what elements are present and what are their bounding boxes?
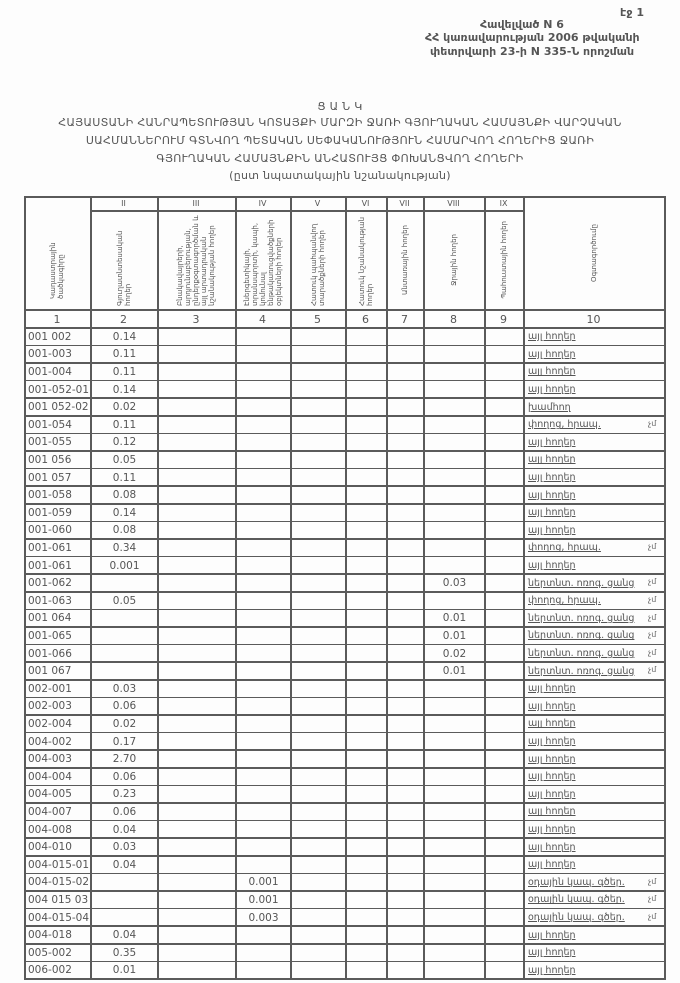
column-header [290, 212, 345, 307]
agricultural-land-value: 0.14 [112, 383, 137, 396]
land-use: ներտնտ. ոռոգ. ցանց [528, 648, 635, 660]
energy-transport-land-value [237, 504, 290, 522]
land-use: այլ հողեր [528, 788, 576, 800]
energy-transport-land-value [237, 926, 290, 944]
cadastral-code: 002-001 [28, 682, 72, 695]
cadastral-code: 004-005 [28, 788, 72, 801]
agricultural-land-value [92, 662, 157, 680]
table-row [24, 838, 664, 856]
table-row [24, 698, 664, 716]
margin-note: չմ [648, 894, 657, 904]
table-row [24, 416, 664, 434]
water-land-value [425, 486, 484, 504]
margin-note: չմ [648, 911, 657, 921]
water-land-value: 0.01 [442, 665, 467, 678]
water-land-value [425, 592, 484, 610]
table-row [24, 398, 664, 416]
agricultural-land-value: 0.06 [112, 770, 137, 783]
land-use: այլ հողեր [528, 806, 576, 818]
land-use: այլ հողեր [528, 683, 576, 695]
margin-note: չմ [648, 647, 657, 657]
margin-note: չմ [648, 612, 657, 622]
column-header-text: Անտառային հողեր [400, 224, 409, 295]
cadastral-code: 004-007 [28, 805, 72, 818]
cadastral-code: 001-062 [28, 577, 72, 590]
agricultural-land-value [92, 891, 157, 909]
row-divider [24, 978, 666, 980]
water-land-value [425, 698, 484, 716]
table-row [24, 381, 664, 399]
agricultural-land-value: 0.11 [112, 418, 137, 431]
water-land-value [425, 416, 484, 434]
water-land-value: 0.01 [442, 629, 467, 642]
table-row [24, 434, 664, 452]
cadastral-code: 001-052-01 [28, 383, 90, 396]
column-header [24, 198, 90, 307]
water-land-value [425, 856, 484, 874]
energy-transport-land-value [237, 803, 290, 821]
appendix-line-3: փետրվարի 23-ի N 335-Ն որոշման [430, 45, 635, 58]
cadastral-code: 001-065 [28, 629, 72, 642]
column-header [484, 212, 523, 307]
agricultural-land-value [92, 874, 157, 892]
table-row [24, 346, 664, 364]
column-header [90, 212, 157, 307]
energy-transport-land-value [237, 539, 290, 557]
energy-transport-land-value [237, 662, 290, 680]
cadastral-code: 001 067 [28, 665, 72, 678]
water-land-value [425, 398, 484, 416]
land-use: խամհող [528, 401, 571, 413]
energy-transport-land-value [237, 486, 290, 504]
table-row [24, 557, 664, 575]
water-land-value [425, 434, 484, 452]
table-row [24, 874, 664, 892]
energy-transport-land-value [237, 469, 290, 487]
land-use: ներտնտ. ոռոգ. ցանց [528, 612, 635, 624]
land-use: այլ հողեր [528, 718, 576, 730]
table-row [24, 328, 664, 346]
land-use: փողոց, հրապ. [528, 542, 601, 554]
column-header [523, 198, 664, 307]
energy-transport-land-value [237, 451, 290, 469]
roman-header: II [121, 198, 126, 208]
energy-transport-land-value [237, 786, 290, 804]
table-row [24, 909, 664, 927]
land-use: այլ հողեր [528, 841, 576, 853]
cadastral-code: 001-058 [28, 489, 72, 502]
energy-transport-land-value: 0.001 [248, 893, 279, 906]
water-land-value [425, 891, 484, 909]
cadastral-code: 001-061 [28, 541, 72, 554]
agricultural-land-value: 0.06 [112, 805, 137, 818]
agricultural-land-value [92, 909, 157, 927]
table-row [24, 786, 664, 804]
cadastral-code: 004 015 03 [28, 893, 89, 906]
cadastral-code: 004-002 [28, 735, 72, 748]
agricultural-land-value: 0.06 [112, 700, 137, 713]
water-land-value [425, 838, 484, 856]
cadastral-code: 001 052-02 [28, 401, 89, 414]
energy-transport-land-value [237, 574, 290, 592]
agricultural-land-value [92, 627, 157, 645]
column-number: 10 [586, 312, 601, 326]
column-number: 3 [192, 312, 200, 326]
land-use: ներտնտ. ոռոգ. ցանց [528, 577, 635, 589]
table-row [24, 469, 664, 487]
cadastral-code: 001-003 [28, 348, 72, 361]
table-row [24, 856, 664, 874]
water-land-value [425, 750, 484, 768]
column-number: 4 [259, 312, 266, 326]
margin-note: չմ [648, 595, 657, 604]
agricultural-land-value: 0.03 [112, 682, 137, 695]
land-use: փողոց, հրապ. [528, 419, 601, 431]
table-row [24, 662, 664, 680]
land-use: փողոց, հրապ. [528, 595, 601, 607]
land-use: այլ հողեր [528, 947, 576, 959]
land-use: այլ հողեր [528, 753, 576, 765]
column-number: 6 [362, 312, 369, 326]
energy-transport-land-value [237, 434, 290, 452]
cadastral-code: 001 002 [28, 330, 72, 343]
cadastral-code: 004-004 [28, 770, 72, 783]
land-use: այլ հողեր [528, 384, 576, 396]
land-use: այլ հողեր [528, 436, 576, 448]
document-title-line-1: ՀԱՅԱՍՏԱՆԻ ՀԱՆՐԱՊԵՏՈՒԹՅԱՆ ԿՈՏԱՅՔԻ ՄԱՐԶԻ ՋԱՌԻ ԳՅՈՒՂԱԿԱՆ ՀԱՄԱՅՆՔԻ ՎԱՐՉԱԿԱՆ [58, 116, 622, 129]
table-row [24, 522, 664, 540]
cadastral-code: 006-002 [28, 964, 72, 977]
water-land-value: 0.03 [442, 577, 467, 590]
energy-transport-land-value [237, 627, 290, 645]
table-row [24, 486, 664, 504]
water-land-value: 0.01 [442, 612, 467, 625]
column-header [235, 212, 290, 307]
table-row [24, 627, 664, 645]
column-header [386, 212, 423, 307]
column-number: 5 [314, 312, 321, 326]
column-number: 2 [120, 312, 127, 326]
column-header [345, 212, 386, 307]
agricultural-land-value: 0.04 [112, 858, 137, 871]
agricultural-land-value: 0.11 [112, 365, 137, 378]
agricultural-land-value: 2.70 [112, 753, 137, 766]
land-use: այլ հողեր [528, 560, 576, 572]
water-land-value [425, 803, 484, 821]
roman-header: VI [361, 198, 370, 208]
land-use: ներտնտ. ոռոգ. ցանց [528, 665, 635, 677]
margin-note: չմ [648, 542, 657, 552]
land-use: այլ հողեր [528, 859, 576, 871]
land-use: այլ հողեր [528, 454, 576, 466]
agricultural-land-value: 0.04 [112, 929, 137, 942]
document-heading: Ց Ա Ն Կ [317, 100, 363, 113]
energy-transport-land-value [237, 645, 290, 663]
water-land-value [425, 768, 484, 786]
agricultural-land-value: 0.01 [112, 964, 137, 977]
column-header-text: Հատուկ նշանակության հողեր [357, 216, 374, 306]
energy-transport-land-value [237, 698, 290, 716]
table-row [24, 891, 664, 909]
cadastral-code: 004-003 [28, 753, 72, 766]
energy-transport-land-value: 0.001 [248, 876, 279, 889]
margin-note: չմ [648, 665, 657, 675]
energy-transport-land-value: 0.003 [248, 911, 279, 924]
margin-note: չմ [648, 876, 657, 886]
water-land-value [425, 680, 484, 698]
agricultural-land-value: 0.05 [112, 594, 137, 607]
roman-header: V [314, 198, 321, 208]
document-title-line-2: ՍԱՀՄԱՆՆԵՐՈՒՄ ԳՏՆՎՈՂ ՊԵՏԱԿԱՆ ՍԵՓԱԿԱՆՈՒԹՅՈՒՆ ՀԱՄԱՐՎՈՂ ՀՈՂԵՐԻՑ ՋԱՌԻ [85, 134, 595, 147]
cadastral-code: 001-055 [28, 436, 72, 449]
agricultural-land-value: 0.02 [112, 401, 137, 414]
water-land-value [425, 821, 484, 839]
water-land-value [425, 451, 484, 469]
energy-transport-land-value [237, 592, 290, 610]
document-subtitle: (ըստ նպատակային նշանակության) [229, 169, 451, 182]
energy-transport-land-value [237, 363, 290, 381]
energy-transport-land-value [237, 821, 290, 839]
agricultural-land-value: 0.12 [112, 436, 137, 449]
land-use: այլ հողեր [528, 348, 576, 360]
water-land-value [425, 715, 484, 733]
column-header-text: Ջրային հողեր [449, 233, 458, 286]
energy-transport-land-value [237, 715, 290, 733]
column-number: 8 [450, 312, 457, 326]
land-use: օդային կապ. գծեր. [528, 894, 625, 906]
table-row [24, 715, 664, 733]
land-use: այլ հողեր [528, 489, 576, 501]
cadastral-code: 001-060 [28, 524, 72, 537]
water-land-value [425, 786, 484, 804]
energy-transport-land-value [237, 680, 290, 698]
column-header-text: Էներգետիկայի, տրանսպորտի, կապի, կոմունալ ենթակառուցվածքների օբյեկտների հողեր [242, 219, 283, 306]
energy-transport-land-value [237, 856, 290, 874]
cadastral-code: 002-004 [28, 717, 72, 730]
agricultural-land-value: 0.03 [112, 841, 137, 854]
land-use: այլ հողեր [528, 700, 576, 712]
agricultural-land-value: 0.02 [112, 717, 137, 730]
appendix-line-1: Հավելված N 6 [480, 18, 564, 31]
energy-transport-land-value [237, 750, 290, 768]
table-row [24, 574, 664, 592]
table-row [24, 610, 664, 628]
table-row [24, 768, 664, 786]
agricultural-land-value: 0.05 [112, 453, 137, 466]
cadastral-code: 004-010 [28, 841, 72, 854]
column-header-text: Օգտագործումը [589, 223, 598, 282]
water-land-value [425, 504, 484, 522]
document-title-line-3: ԳՅՈՒՂԱԿԱՆ ՀԱՄԱՅՆՔԻՆ ԱՆՀԱՏՈՒՅՑ ՓՈԽԱՆՑՎՈՂ ՀՈՂԵՐԻ [156, 152, 524, 165]
energy-transport-land-value [237, 557, 290, 575]
table-row [24, 504, 664, 522]
cadastral-code: 001-066 [28, 647, 72, 660]
table-row [24, 803, 664, 821]
table-row [24, 680, 664, 698]
agricultural-land-value: 0.04 [112, 823, 137, 836]
column-header-text: Բնակավայրերի, արդյունաբերության, ընդերքօգտագործման և այլ արտադրական նշանակության հողեր [176, 214, 216, 306]
agricultural-land-value: 0.34 [112, 541, 137, 554]
column-header-text: Հատուկ պահպանվող տարածքների հողեր [309, 223, 326, 306]
land-use: այլ հողեր [528, 964, 576, 976]
column-header-text: Կադաստրային ծածկագիրը [49, 241, 65, 299]
agricultural-land-value: 0.001 [109, 559, 140, 572]
cadastral-code: 004-015-02 [28, 876, 90, 889]
energy-transport-land-value [237, 522, 290, 540]
energy-transport-land-value [237, 398, 290, 416]
energy-transport-land-value [237, 944, 290, 962]
water-land-value [425, 469, 484, 487]
column-header-text: Գյուղատնտեսական հողեր [115, 230, 132, 306]
agricultural-land-value [92, 645, 157, 663]
water-land-value: 0.02 [442, 647, 467, 660]
agricultural-land-value: 0.08 [112, 489, 137, 502]
water-land-value [425, 909, 484, 927]
water-land-value [425, 733, 484, 751]
land-use: այլ հողեր [528, 472, 576, 484]
water-land-value [425, 522, 484, 540]
agricultural-land-value: 0.35 [112, 946, 137, 959]
roman-header: VIII [447, 198, 460, 208]
cadastral-code: 001 064 [28, 612, 72, 625]
roman-header: IV [258, 198, 267, 208]
land-use: այլ հողեր [528, 771, 576, 783]
roman-header: IX [499, 198, 508, 208]
margin-note: չմ [648, 577, 657, 587]
cadastral-code: 004-008 [28, 823, 72, 836]
water-land-value [425, 944, 484, 962]
table-row [24, 821, 664, 839]
energy-transport-land-value [237, 346, 290, 364]
table-row [24, 750, 664, 768]
table-row [24, 962, 664, 980]
column-header-text: Պահուստային հողեր [499, 220, 508, 299]
cadastral-code: 004-015-04 [28, 911, 90, 924]
energy-transport-land-value [237, 962, 290, 980]
energy-transport-land-value [237, 733, 290, 751]
table-row [24, 944, 664, 962]
water-land-value [425, 346, 484, 364]
table-row [24, 363, 664, 381]
margin-note: չմ [648, 419, 657, 428]
energy-transport-land-value [237, 381, 290, 399]
agricultural-land-value: 0.14 [112, 506, 137, 519]
table-row [24, 645, 664, 663]
agricultural-land-value: 0.08 [112, 524, 137, 537]
agricultural-land-value: 0.17 [112, 735, 137, 748]
cadastral-code: 002-003 [28, 700, 72, 713]
water-land-value [425, 926, 484, 944]
table-row [24, 733, 664, 751]
energy-transport-land-value [237, 416, 290, 434]
water-land-value [425, 962, 484, 980]
water-land-value [425, 328, 484, 346]
energy-transport-land-value [237, 610, 290, 628]
agricultural-land-value [92, 574, 157, 592]
cadastral-code: 001-061 [28, 559, 72, 572]
water-land-value [425, 363, 484, 381]
energy-transport-land-value [237, 768, 290, 786]
cadastral-code: 001-054 [28, 418, 72, 431]
table-row [24, 592, 664, 610]
column-number: 9 [500, 312, 507, 326]
column-header [157, 212, 235, 307]
land-use: այլ հողեր [528, 331, 576, 343]
margin-note: չմ [648, 630, 657, 640]
land-use: օդային կապ. գծեր. [528, 876, 625, 888]
column-number: 7 [401, 312, 408, 326]
column-number: 1 [53, 312, 61, 326]
energy-transport-land-value [237, 838, 290, 856]
land-use: այլ հողեր [528, 507, 576, 519]
appendix-line-2: ՀՀ կառավարության 2006 թվականի [425, 31, 640, 44]
agricultural-land-value: 0.11 [112, 471, 137, 484]
cadastral-code: 001-004 [28, 365, 72, 378]
cadastral-code: 001-063 [28, 594, 72, 607]
table-row [24, 451, 664, 469]
roman-header: VII [399, 198, 410, 208]
cadastral-code: 001 056 [28, 453, 72, 466]
page-number: էջ 1 [620, 6, 644, 19]
table-row [24, 926, 664, 944]
roman-header: III [192, 198, 200, 208]
land-use: այլ հողեր [528, 929, 576, 941]
table-row [24, 539, 664, 557]
land-use: այլ հողեր [528, 366, 576, 378]
cadastral-code: 001-059 [28, 506, 72, 519]
land-use: օդային կապ. գծեր. [528, 912, 625, 924]
land-use: ներտնտ. ոռոգ. ցանց [528, 630, 635, 642]
cadastral-code: 004-015-01 [28, 858, 90, 871]
agricultural-land-value [92, 610, 157, 628]
column-header [423, 212, 484, 307]
agricultural-land-value: 0.23 [112, 788, 137, 801]
water-land-value [425, 557, 484, 575]
cadastral-code: 001 057 [28, 471, 72, 484]
agricultural-land-value: 0.11 [112, 348, 137, 361]
land-use: այլ հողեր [528, 824, 576, 836]
energy-transport-land-value [237, 328, 290, 346]
water-land-value [425, 539, 484, 557]
water-land-value [425, 381, 484, 399]
water-land-value [425, 874, 484, 892]
land-use: այլ հողեր [528, 736, 576, 748]
land-use: այլ հողեր [528, 524, 576, 536]
cadastral-code: 004-018 [28, 929, 72, 942]
cadastral-code: 005-002 [28, 946, 72, 959]
agricultural-land-value: 0.14 [112, 330, 137, 343]
